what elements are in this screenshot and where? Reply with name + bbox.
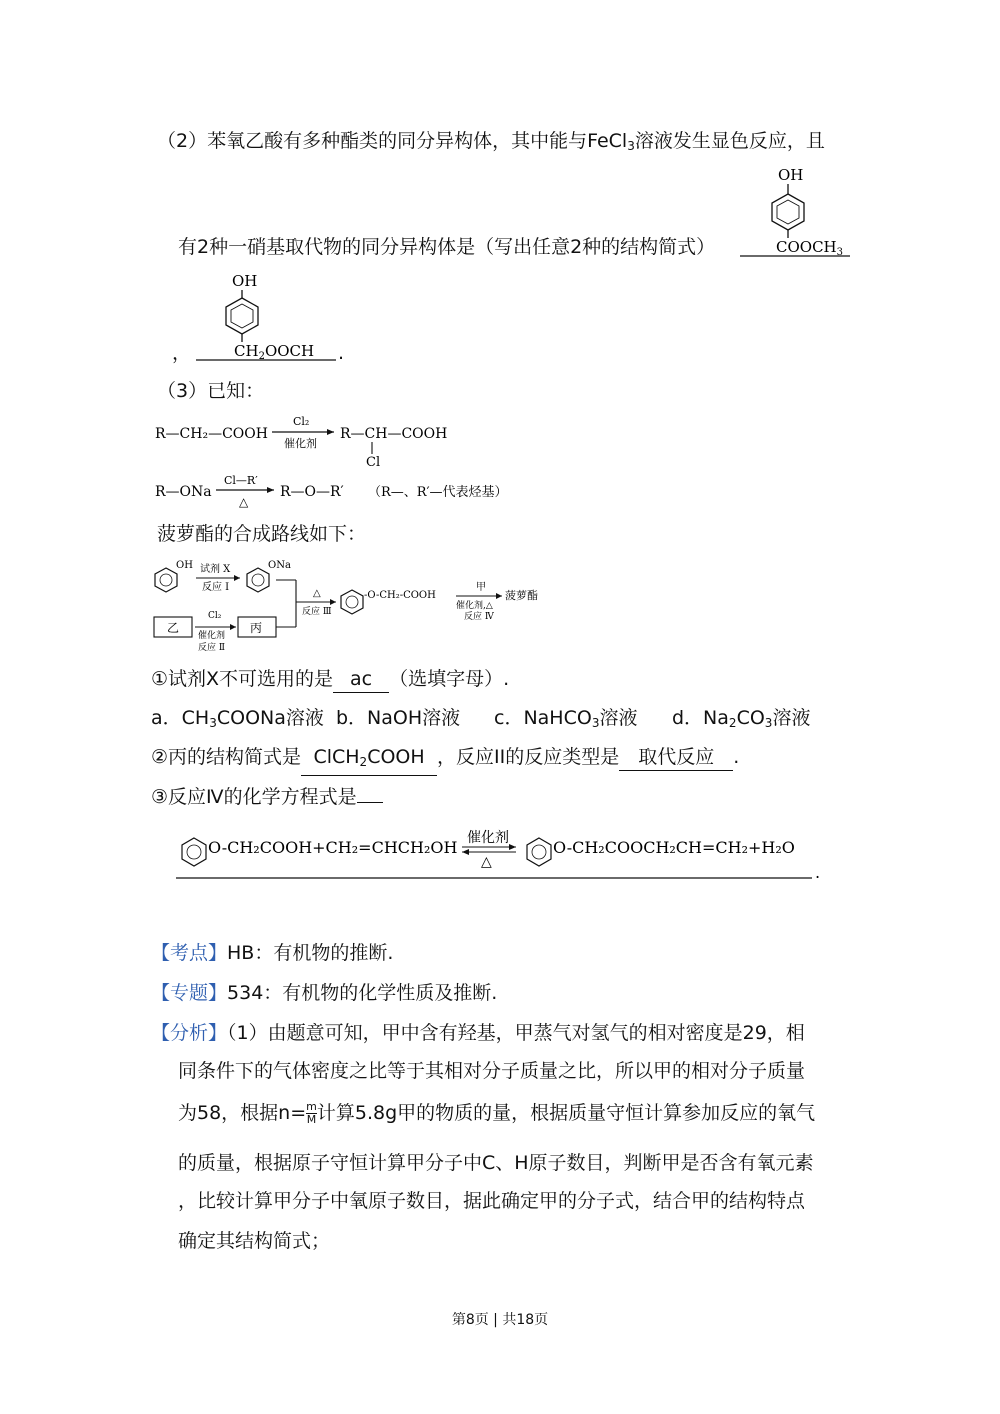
kaodian: 【考点】HB：有机物的推断. (151, 942, 394, 964)
svg-text:-O-CH₂-COOH: -O-CH₂-COOH (364, 590, 436, 601)
sub-q2: ②丙的结构简式是 ClCH$_2$COOH ，反应II的反应类型是 取代反应 . (151, 744, 739, 776)
fraction-m-over-M: $\frac{m}{M}$ (306, 1100, 317, 1126)
option-a: a．$CH_3COONa$溶液 (151, 707, 324, 730)
known-reactions (150, 410, 520, 510)
option-b: b．NaOH溶液 (336, 707, 461, 729)
structure-1 (740, 162, 852, 260)
struct1-oh: OH (778, 166, 804, 184)
svg-text:ONa: ONa (268, 560, 291, 571)
svg-text:反应 Ⅳ: 反应 Ⅳ (464, 612, 494, 622)
page-footer: 第8页 | 共18页 (451, 1312, 549, 1328)
fenxi-p5: ，比较计算甲分子中氧原子数目，据此确定甲的分子式，结合甲的结构特点 (178, 1190, 806, 1212)
kaodian-tag: 【考点】 (151, 942, 228, 964)
svg-text:O-CH₂COOH+CH₂=CHCH₂OH: O-CH₂COOH+CH₂=CHCH₂OH (208, 838, 458, 857)
fenxi-p2: 同条件下的气体密度之比等于其相对分子质量之比，所以甲的相对分子质量 (178, 1060, 806, 1082)
fenxi-tag: 【分析】 (151, 1022, 228, 1044)
option-c: c．NaHCO$_3$溶液 (494, 707, 638, 730)
svg-text:O-CH₂COOCH₂CH=CH₂+H₂O: O-CH₂COOCH₂CH=CH₂+H₂O (553, 838, 795, 857)
svg-text:Cl: Cl (366, 455, 381, 470)
answer-s1: ac (333, 666, 389, 693)
svg-text:△: △ (481, 854, 492, 870)
svg-text:OH: OH (176, 560, 193, 571)
structure-2 (196, 268, 338, 364)
svg-text:R—ONa: R—ONa (155, 484, 212, 500)
svg-text:R—CH—COOH: R—CH—COOH (340, 426, 448, 442)
svg-text:△: △ (239, 495, 249, 509)
svg-text:催化剂: 催化剂 (198, 631, 226, 641)
option-d: d．$Na_2CO_3$溶液 (672, 707, 811, 730)
route-title: 菠萝酯的合成路线如下： (157, 523, 367, 545)
reaction-equation (172, 822, 832, 886)
svg-text:Cl₂: Cl₂ (293, 415, 310, 428)
answer-s2-type: 取代反应 (619, 744, 733, 771)
svg-text:反应 Ⅲ: 反应 Ⅲ (302, 607, 332, 617)
sub-q3: ③反应Ⅳ的化学方程式是 (151, 784, 383, 810)
zhuanti-tag: 【专题】 (151, 982, 228, 1004)
svg-text:乙: 乙 (167, 621, 180, 635)
svg-text:菠萝酯: 菠萝酯 (505, 589, 538, 602)
struct2-ch2oocH: $CH_2OOCH$ (234, 342, 315, 362)
svg-text:R—O—R′: R—O—R′ (280, 484, 344, 500)
fenxi-p3: 为58，根据n= $\frac{m}{M}$ 计算5.8g甲的物质的量，根据质量守恒计算参加反应的氧气 (178, 1100, 816, 1126)
svg-text:甲: 甲 (476, 582, 486, 593)
fenxi-p6: 确定其结构简式； (178, 1230, 331, 1252)
sub-q1: ①试剂X不可选用的是 ac （选填字母）. (151, 666, 509, 693)
svg-text:Cl—R′: Cl—R′ (224, 474, 258, 487)
svg-text:（R—、R′—代表烃基）: （R—、R′—代表烃基） (368, 485, 508, 500)
svg-text:反应 Ⅱ: 反应 Ⅱ (198, 643, 225, 653)
svg-text:催化剂: 催化剂 (467, 830, 509, 846)
svg-text:催化剂: 催化剂 (284, 437, 317, 450)
q3-header: （3）已知： (157, 380, 265, 402)
synthesis-route (150, 556, 560, 656)
svg-text:Cl₂: Cl₂ (208, 611, 222, 621)
answer-s2-structure: ClCH$_2$COOH (301, 744, 437, 776)
struct2-oh: OH (232, 272, 258, 290)
fenxi-p1: 【分析】（1）由题意可知，甲中含有羟基，甲蒸气对氢气的相对密度是29，相 (151, 1022, 805, 1044)
svg-text:催化剂,△: 催化剂,△ (456, 601, 493, 611)
zhuanti: 【专题】534：有机物的化学性质及推断. (151, 982, 498, 1004)
svg-text:反应 Ⅰ: 反应 Ⅰ (202, 582, 230, 593)
fenxi-p4: 的质量，根据原子守恒计算甲分子中C、H原子数目，判断甲是否含有氧元素 (178, 1152, 814, 1174)
q2-line2: 有2种一硝基取代物的同分异构体是（写出任意2种的结构简式） (178, 236, 716, 258)
svg-text:试剂 X: 试剂 X (200, 564, 231, 575)
struct1-cooch3: $COOCH_3$ (776, 238, 844, 258)
q2-comma: ， (172, 342, 192, 364)
svg-text:△: △ (313, 588, 321, 599)
q2-period: . (338, 342, 345, 364)
q2-line1: （2）苯氧乙酸有多种酯类的同分异构体，其中能与FeCl$_3$溶液发生显色反应，且 (157, 130, 825, 153)
svg-text:丙: 丙 (250, 621, 263, 635)
svg-text:.: . (815, 863, 821, 882)
svg-text:R—CH₂—COOH: R—CH₂—COOH (155, 426, 268, 442)
